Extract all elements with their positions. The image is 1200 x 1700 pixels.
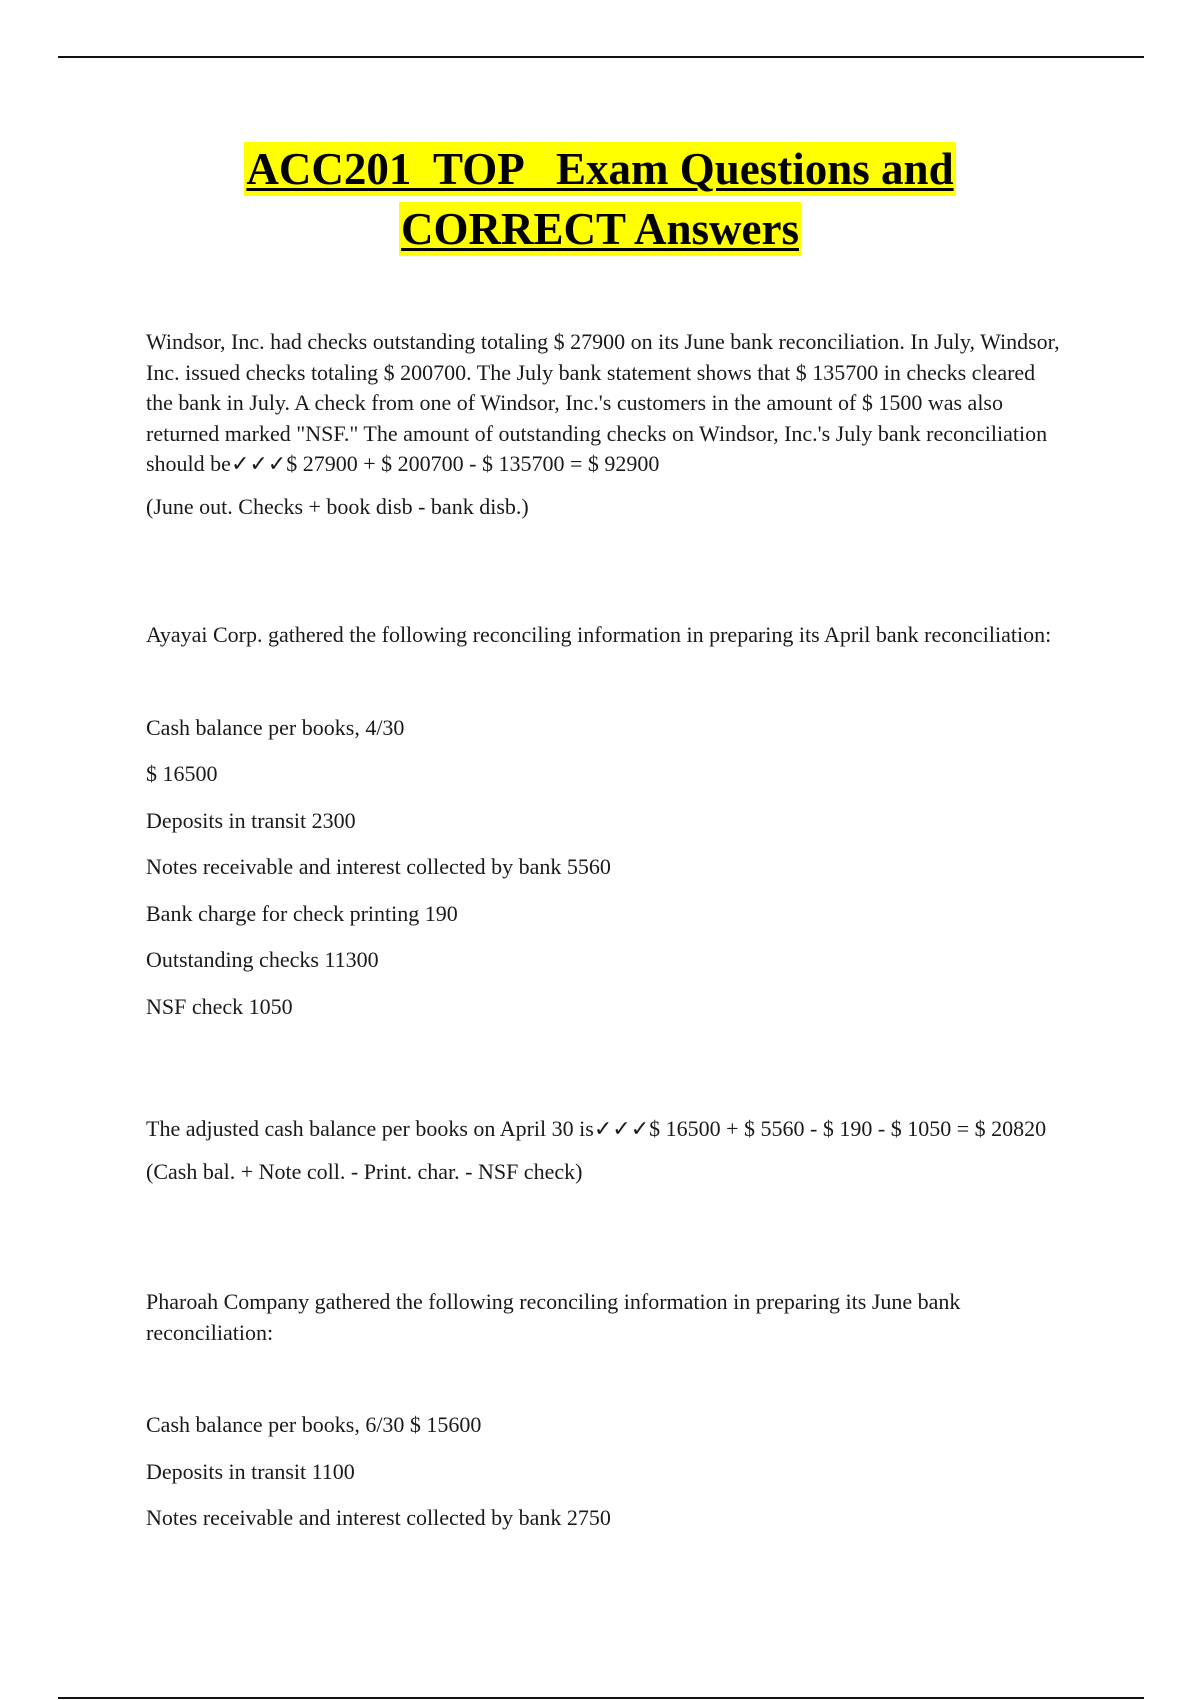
- list-item: Notes receivable and interest collected by bank 2750: [146, 1505, 611, 1530]
- question-2-explanation: (Cash bal. + Note coll. - Print. char. - NSF check): [146, 1158, 583, 1184]
- question-2-answer: The adjusted cash balance per books on April 30 is✓✓✓$ 16500 + $ 5560 - $ 190 - $ 1050 = $ 20820: [146, 1116, 1047, 1141]
- list-item: Outstanding checks 11300: [146, 947, 379, 972]
- list-item: Cash balance per books, 4/30: [146, 714, 405, 740]
- list-item: Cash balance per books, 6/30 $ 15600: [146, 1412, 482, 1437]
- title-line-2: CORRECT Answers: [401, 204, 799, 254]
- question-2-intro: Ayayai Corp. gathered the following reconciling information in preparing its April bank reconciliation:: [146, 622, 1052, 647]
- list-item: NSF check 1050: [146, 993, 293, 1019]
- question-3-items: [146, 1410, 1066, 1533]
- list-item: Bank charge for check printing 190: [146, 900, 458, 926]
- question-2: [146, 620, 1066, 1038]
- question-3-intro: Pharoah Company gathered the following reconciling information in preparing its June bank reconciliation:: [146, 1289, 961, 1345]
- question-2-items: [146, 713, 1066, 1022]
- question-1-explanation: (June out. Checks + book disb - bank disb.): [146, 493, 529, 519]
- list-item: Deposits in transit 2300: [146, 807, 356, 833]
- list-item: Notes receivable and interest collected by bank 5560: [146, 854, 611, 879]
- question-2-answer-block: [146, 1114, 1066, 1187]
- header-rule: [58, 56, 1144, 58]
- question-1: [146, 327, 1066, 522]
- list-item: Deposits in transit 1100: [146, 1458, 355, 1484]
- question-3: [146, 1287, 1066, 1550]
- title-line-1: ACC201 TOP Exam Questions and: [246, 144, 954, 194]
- footer-rule: [58, 1697, 1144, 1699]
- list-item: $ 16500: [146, 761, 218, 786]
- document-title: [0, 142, 1200, 256]
- question-1-text: Windsor, Inc. had checks outstanding totaling $ 27900 on its June bank reconciliation. In July, Windsor, Inc. issued checks totaling $ 200700. The July bank statement shows that $ 135700 in checks cleared the bank in July. A check from one of Windsor, Inc.'s customers in the amount of $ 1500 was also returned marked "NSF." The amount of outstanding checks on Windsor, Inc.'s July bank reconciliation should be✓✓✓$ 27900 + $ 200700 - $ 135700 = $ 92900: [146, 329, 1060, 476]
